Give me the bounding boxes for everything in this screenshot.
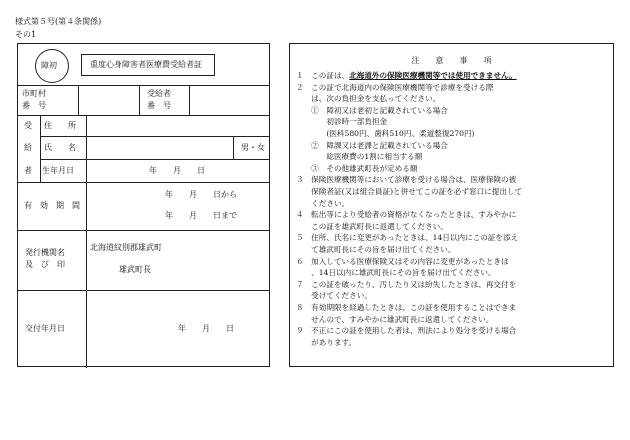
note-text: て雄武町長にその旨を届け出てください。 (296, 245, 456, 254)
note-text: ① 障初又は老初と記載されている場合 (296, 105, 448, 115)
note-text: ８ 有効期限を経過したときは、この証を使用することはできま (296, 303, 517, 312)
issuer-address: 北海道紋別郡雄武町 (90, 243, 162, 252)
note-line (296, 291, 372, 301)
note-text: ５ 住所、氏名に変更があったときは、14日以内にこの証を添え (296, 233, 519, 243)
note-line (296, 129, 475, 139)
validity-to: 年 月 日まで (165, 211, 237, 220)
rule-v4 (40, 115, 41, 182)
note-line (296, 233, 518, 243)
recipient-number-label-2: 番 号 (147, 101, 171, 110)
note-line (296, 222, 448, 232)
note-text: は、次の負担金を支払ってください。 (296, 94, 441, 104)
recipient-side-1: 受 (24, 121, 32, 130)
birth-label: 生年月日 (42, 166, 74, 175)
note-emphasis: 北海道外の保険医療機関等では使用できません。 (349, 71, 517, 80)
note-text: 初診時一部負担金 (296, 117, 388, 127)
rule-v3 (189, 85, 190, 115)
note-line (296, 199, 349, 209)
rule-v2 (139, 85, 140, 115)
rule-3 (40, 136, 269, 137)
recipient-number-label: 受給者 (147, 89, 171, 98)
issuer-label-2: 及 び 印 (25, 260, 65, 269)
note-text: ② 障課又は老課と記載されている場合 (296, 140, 448, 150)
note-line (296, 106, 448, 116)
note-line (296, 210, 516, 220)
note-text: ４ 転出等により受給者の資格がなくなったときは、すみやかに (296, 210, 517, 220)
note-line (296, 175, 516, 185)
issuer-label: 発行機関名 (25, 248, 65, 257)
note-line (296, 141, 448, 151)
note-line (296, 280, 516, 290)
note-text: ７ この証を破ったり、汚したり又は紛失したときは、再交付を (296, 279, 517, 289)
note-text: 、14日以内に雄武町長にその旨を届け出てください。 (296, 268, 496, 278)
note-line (296, 71, 517, 81)
issuer-mayor: 雄武町長 (119, 265, 151, 274)
form-number: 様式第５号(第４条関係) (15, 17, 102, 26)
note-text: 総医療費の1割に相当する額 (296, 152, 423, 162)
seal-text: 障初 (41, 61, 57, 70)
rule-4 (40, 159, 269, 160)
note-text: ６ 加入している医療保険又はその内容に変更があったときは (296, 256, 509, 266)
rule-v7 (86, 182, 87, 368)
note-text: ください。 (296, 198, 350, 208)
validity-from: 年 月 日から (165, 190, 237, 199)
note-text: この証を雄武町長に返還してください。 (296, 221, 448, 231)
note-line (296, 187, 522, 197)
certificate-card (17, 43, 270, 367)
issue-date-label: 交付年月日 (25, 324, 65, 333)
validity-label: 有 効 期 間 (24, 201, 80, 210)
rule-v5 (86, 115, 87, 182)
note-line (296, 164, 418, 174)
note-text: 保険者証(又は組合員証)と併せてこの証を必ず窓口に提出して (296, 187, 523, 196)
rule-5 (18, 182, 269, 183)
gender-value: 男・女 (241, 143, 265, 152)
certificate-title: 重度心身障害者医療費受給者証 (90, 60, 202, 69)
recipient-side-2: 給 (24, 143, 32, 152)
note-line (296, 257, 509, 267)
note-line (296, 245, 455, 255)
note-line (296, 94, 440, 104)
note-text: があります。 (296, 337, 357, 347)
form-subnumber: その1 (15, 30, 37, 39)
note-line (296, 303, 516, 313)
rule-v6 (233, 136, 234, 159)
birth-value: 年 月 日 (149, 166, 205, 175)
municipality-label-2: 番 号 (22, 101, 46, 110)
note-line (296, 315, 493, 325)
notes-title: 注 意 事 項 (411, 56, 492, 65)
rule-7 (18, 290, 269, 291)
note-text: １ この証は、 (296, 71, 350, 80)
rule-6 (18, 230, 269, 231)
note-line (296, 117, 387, 127)
issue-date-value: 年 月 日 (178, 324, 234, 333)
rule-2 (18, 115, 269, 116)
address-label: 住 所 (44, 121, 76, 130)
notes-panel (289, 43, 614, 367)
note-line (296, 83, 493, 93)
note-text: せんので、すみやかに雄武町長に返還してください。 (296, 314, 494, 324)
name-label: 氏 名 (44, 143, 76, 152)
note-text: ９ 不正にこの証を使用した者は、刑法により処分を受ける場合 (296, 326, 517, 336)
note-text: ３ 保険医療機関等において診療を受ける場合は、医療保険の被 (296, 175, 517, 185)
rule-v1 (78, 85, 79, 115)
recipient-side-3: 者 (24, 166, 32, 175)
rule-1 (18, 85, 269, 86)
note-text: ２ この証で北海道内の保険医療機関等で診療を受ける際 (296, 82, 494, 92)
note-text: 受けてください。 (296, 291, 372, 301)
municipality-label: 市町村 (22, 89, 46, 98)
note-text: (医科580円、歯科510円、柔道整復270円) (296, 129, 475, 138)
note-line (296, 338, 356, 348)
note-line (296, 268, 496, 278)
note-line (296, 326, 516, 336)
note-text: ③ その他雄武町長が定める額 (296, 163, 418, 173)
note-line (296, 152, 422, 162)
